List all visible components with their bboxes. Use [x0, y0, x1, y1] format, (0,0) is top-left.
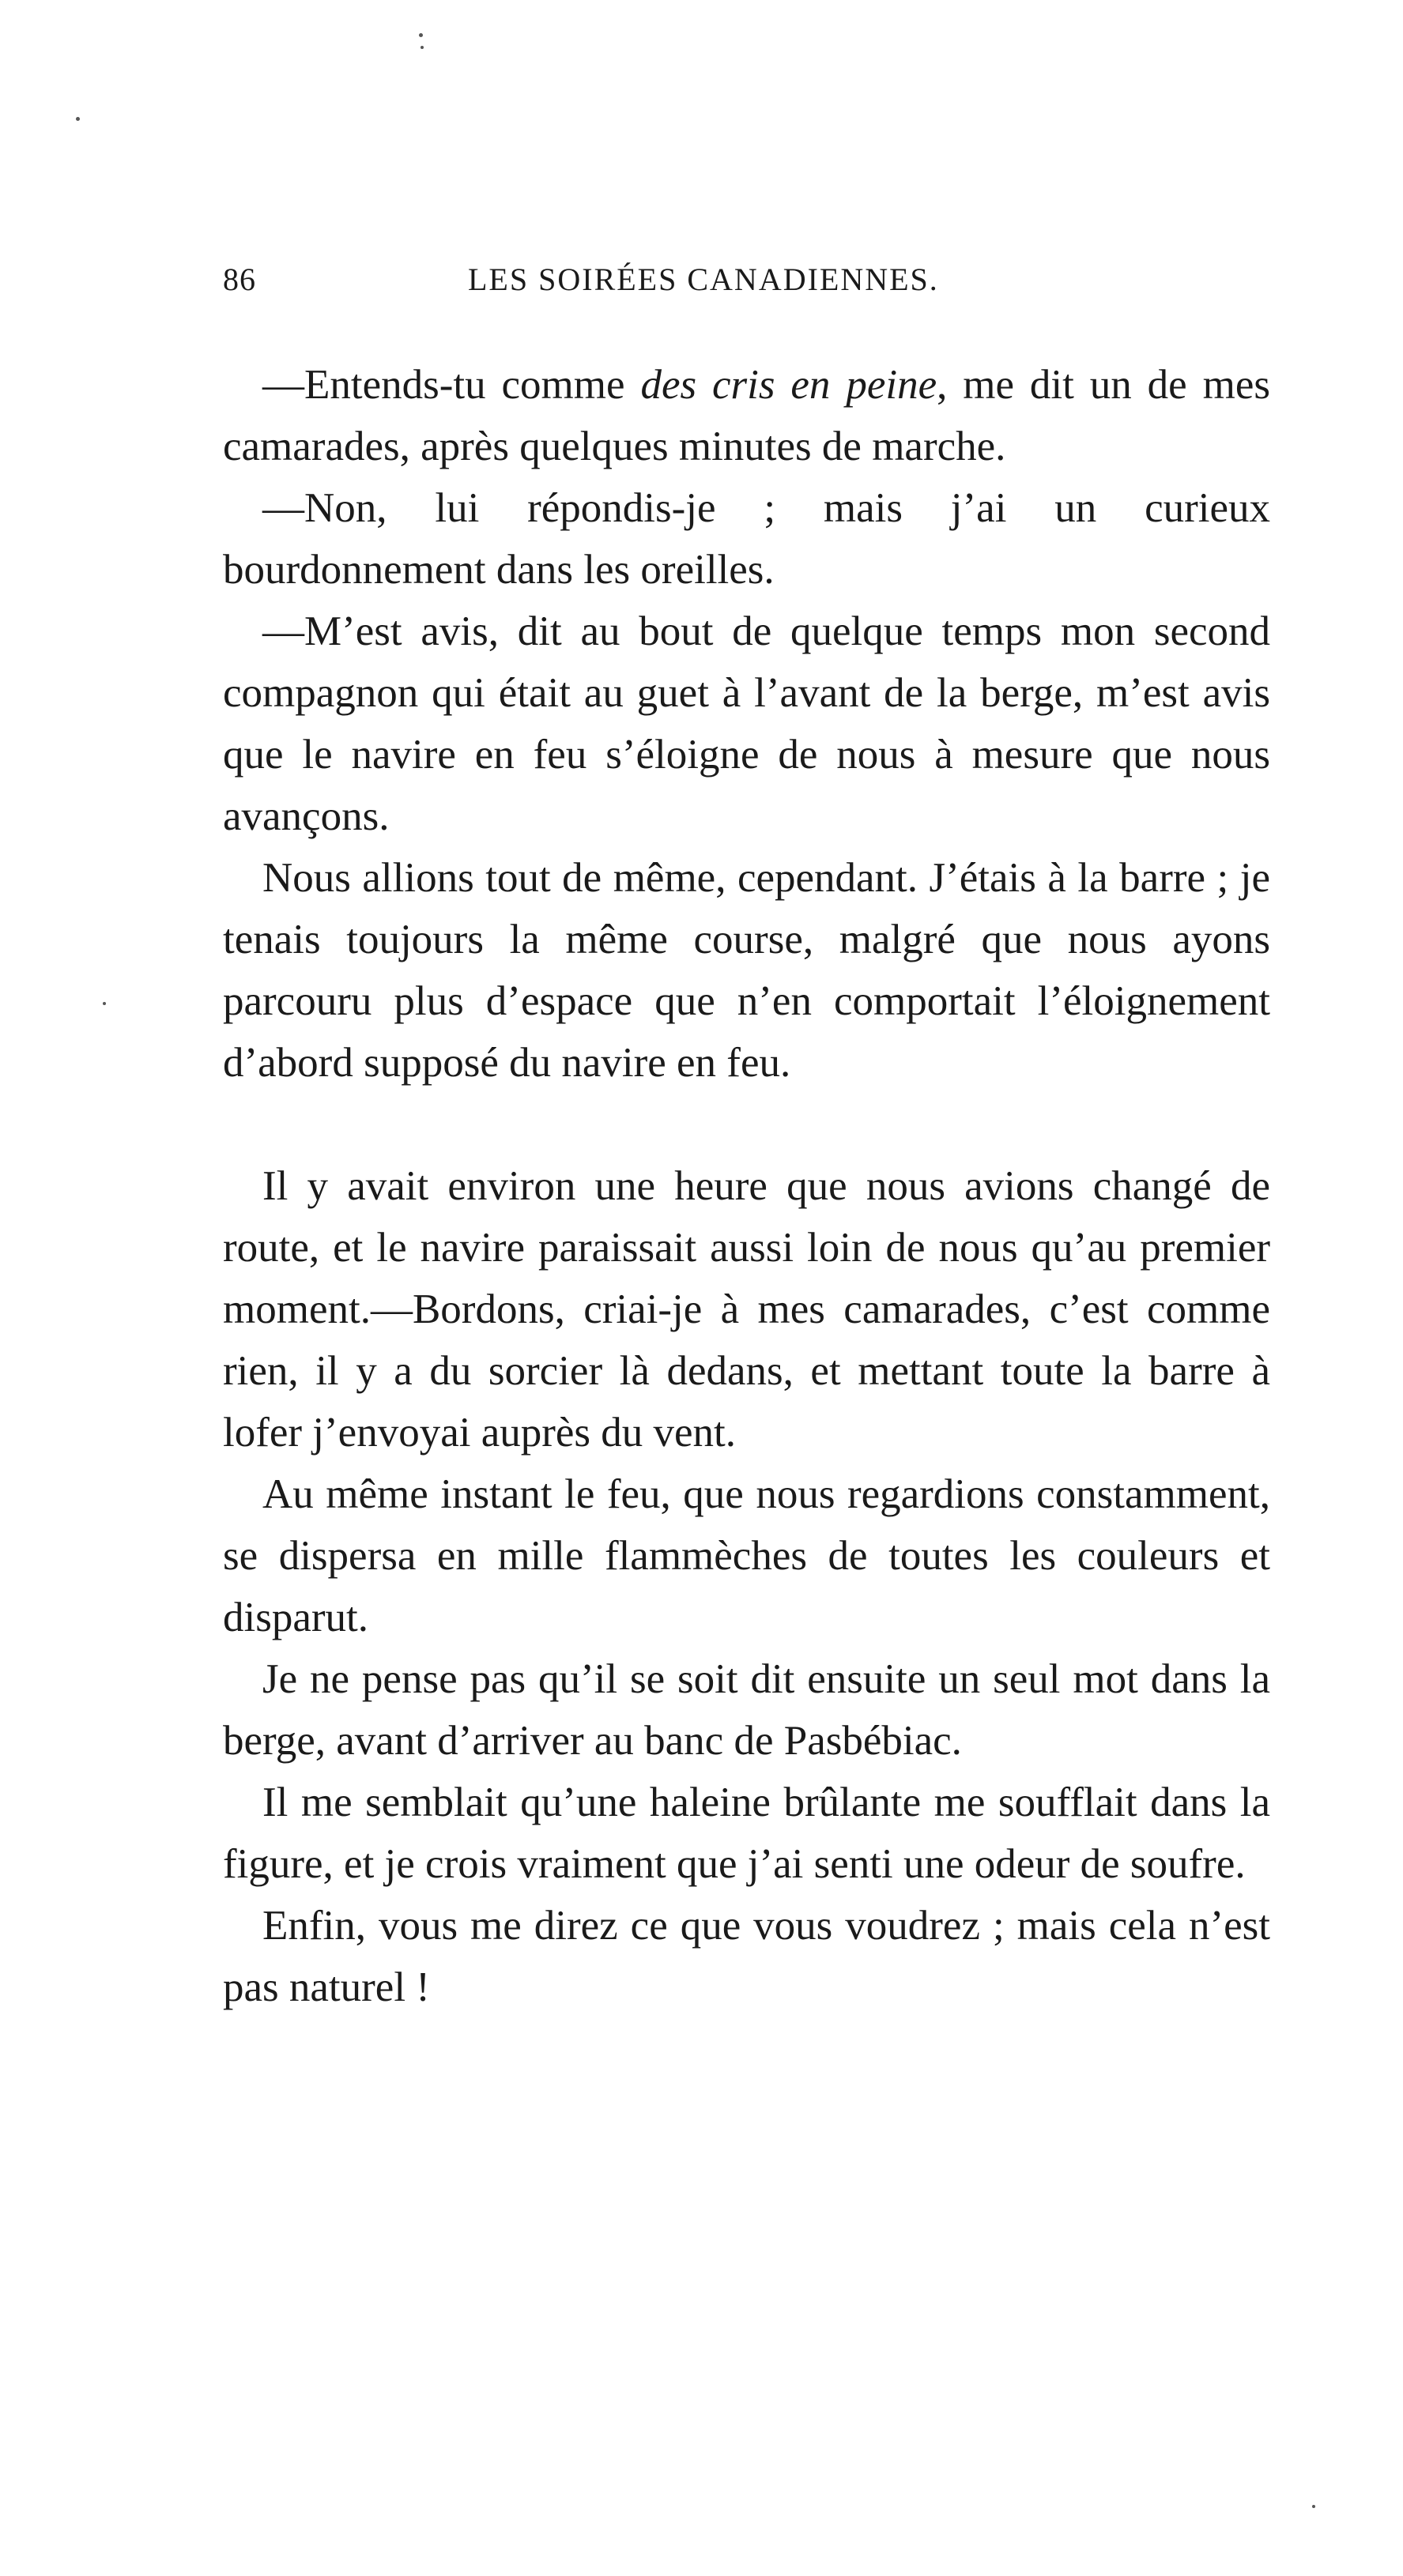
paragraph: Je ne pense pas qu’il se soit dit ensuite un seul mot dans la berge, avant d’arriver au banc de Pasbébiac.	[223, 1656, 1270, 1764]
paragraph: —Entends-tu comme des cris en peine, me dit un de mes camarades, après quelques minutes de marche.	[223, 362, 1270, 469]
paragraph: —Non, lui répondis-je ; mais j’ai un curieux bourdonnement dans les oreilles.	[223, 485, 1270, 593]
paragraph: Enfin, vous me direz ce que vous voudrez ; mais cela n’est pas naturel !	[223, 1903, 1270, 2010]
italic-phrase: des cris en peine	[640, 362, 937, 408]
page-header	[223, 261, 1274, 308]
scan-speck	[421, 46, 424, 49]
paragraph: Il y avait environ une heure que nous avions changé de route, et le navire paraissait aussi loin de nous qu’au premier moment.—Bordons, criai-je à mes camarades, c’est comme rien, il y a du sorcier là dedans, et mettant toute la barre à lofer j’envoyai auprès du vent.	[223, 1163, 1270, 1456]
scan-speck	[103, 1002, 106, 1005]
running-title: LES SOIRÉES CANADIENNES.	[468, 262, 939, 297]
scan-speck	[419, 33, 423, 37]
paragraph: Nous allions tout de même, cependant. J’étais à la barre ; je tenais toujours la même course, malgré que nous ayons parcouru plus d’espace que n’en comportait l’éloignement d’abord supposé du navire en feu.	[223, 855, 1270, 1086]
paragraph: Au même instant le feu, que nous regardions constamment, se dispersa en mille flammèches de toutes les couleurs et disparut.	[223, 1471, 1270, 1640]
paragraph: —M’est avis, dit au bout de quelque temps mon second compagnon qui était au guet à l’avant de la berge, m’est avis que le navire en feu s’éloigne de nous à mesure que nous avançons.	[223, 608, 1270, 839]
scan-speck	[1312, 2505, 1315, 2508]
body-text	[223, 354, 1270, 2018]
page-number: 86	[223, 262, 256, 297]
paragraph: Il me semblait qu’une haleine brûlante me soufflait dans la figure, et je crois vraiment que j’ai senti une odeur de soufre.	[223, 1779, 1270, 1887]
scan-speck	[76, 117, 80, 121]
